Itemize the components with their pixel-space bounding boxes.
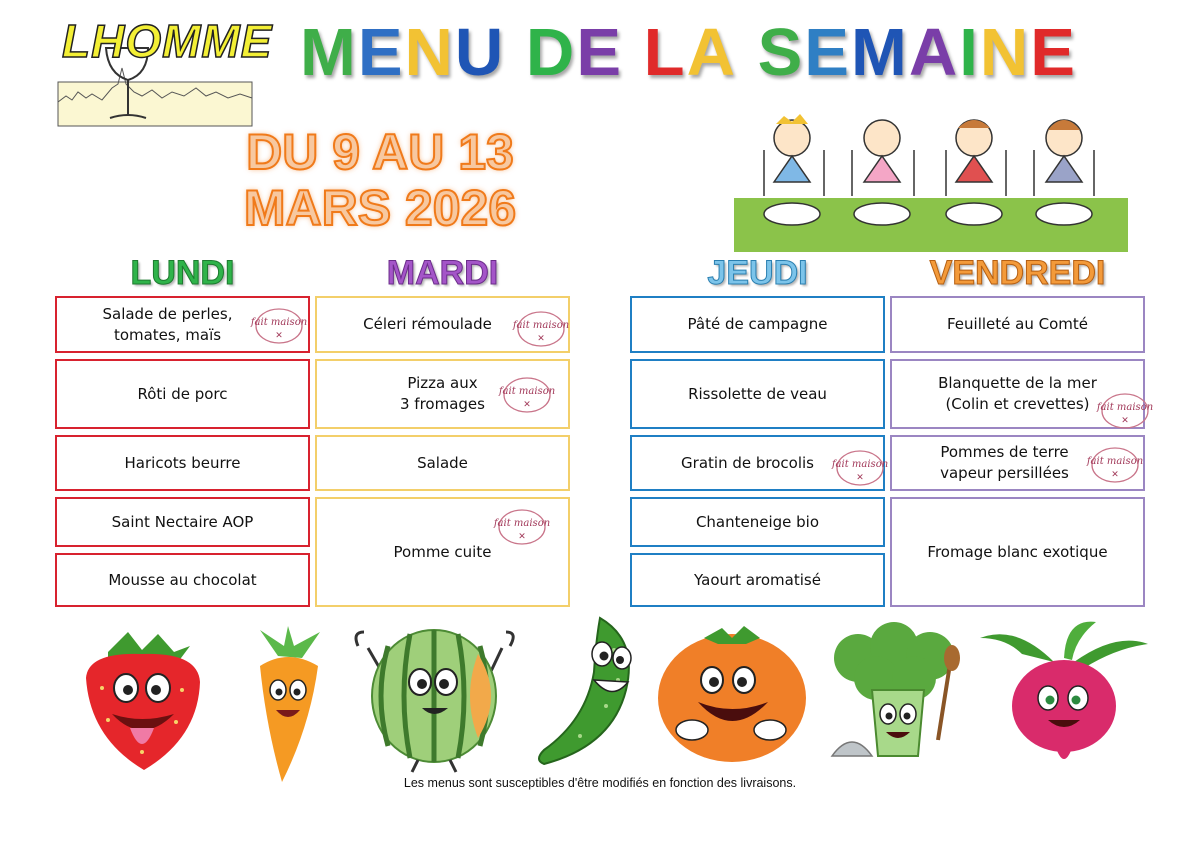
- day-header-vendredi: VENDREDI: [929, 254, 1106, 292]
- title-letter: N: [979, 15, 1031, 90]
- menu-item-text: Feuilleté au Comté: [947, 315, 1088, 333]
- svg-text:fait maison: fait maison: [250, 317, 308, 328]
- title-letter: L: [643, 15, 687, 90]
- menu-item-lundi-5: [55, 553, 310, 607]
- tomato-character-illustration: [652, 622, 812, 766]
- title-letter: E: [576, 15, 624, 90]
- title-letter: U: [454, 15, 506, 90]
- fait-maison-stamp: [493, 508, 551, 546]
- svg-text:fait maison: fait maison: [498, 386, 556, 397]
- svg-text:✕: ✕: [537, 334, 545, 344]
- fait-maison-stamp: [1096, 392, 1154, 430]
- carrot-character-illustration: [238, 626, 338, 784]
- menu-item-mardi-3: [315, 435, 570, 491]
- logo-text: LHOMME: [62, 15, 273, 67]
- strawberry-character-illustration: [78, 628, 208, 773]
- fait-maison-stamp: [512, 310, 570, 348]
- day-header-jeudi: JEUDI: [707, 254, 808, 292]
- menu-item-text: Yaourt aromatisé: [694, 570, 821, 589]
- title-letter: [505, 14, 526, 91]
- title-letter: E: [357, 15, 405, 90]
- fait-maison-stamp: [498, 376, 556, 414]
- fait-maison-stamp: [831, 449, 889, 487]
- menu-item-jeudi-1: [630, 296, 885, 353]
- svg-text:✕: ✕: [1121, 416, 1129, 426]
- date-range: [210, 124, 550, 236]
- menu-item-text: Rissolette de veau: [688, 384, 827, 403]
- menu-item-jeudi-5: [630, 553, 885, 607]
- menu-item-vendredi-4: [890, 497, 1145, 607]
- menu-item-text: Pizza aux 3 fromages: [400, 374, 485, 413]
- children-at-table-illustration: [734, 110, 1128, 252]
- title-letter: M: [851, 15, 909, 90]
- page-title: [300, 14, 1120, 90]
- menu-item-lundi-4: [55, 497, 310, 547]
- svg-text:✕: ✕: [856, 473, 864, 483]
- svg-text:✕: ✕: [1111, 470, 1119, 480]
- menu-item-lundi-3: [55, 435, 310, 491]
- disclaimer-footer: Les menus sont susceptibles d'être modifiés en fonction des livraisons.: [403, 776, 797, 790]
- melon-character-illustration: [350, 616, 520, 774]
- title-letter: D: [525, 15, 577, 90]
- menu-item-text: Chanteneige bio: [695, 512, 820, 531]
- menu-item-text: Pomme cuite: [393, 542, 492, 561]
- menu-item-text: Rôti de porc: [137, 384, 228, 403]
- title-letter: M: [300, 15, 358, 90]
- menu-item-text: Gratin de brocolis: [681, 453, 814, 472]
- title-letter: E: [804, 15, 851, 90]
- svg-text:✕: ✕: [275, 331, 283, 341]
- broccoli-character-illustration: [822, 624, 976, 770]
- svg-text:fait maison: fait maison: [493, 518, 551, 529]
- date-line-2: MARS 2026: [243, 180, 517, 236]
- cucumber-character-illustration: [530, 610, 650, 768]
- menu-item-text: Blanquette de la mer (Colin et crevettes): [938, 374, 1097, 413]
- menu-item-text: Pâté de campagne: [687, 315, 828, 333]
- title-letter: N: [404, 15, 455, 90]
- menu-item-lundi-2: [55, 359, 310, 429]
- menu-item-text: Pommes de terre vapeur persillées: [940, 443, 1069, 482]
- svg-text:✕: ✕: [523, 400, 531, 410]
- title-letter: A: [686, 15, 737, 90]
- menu-item-jeudi-4: [630, 497, 885, 547]
- menu-item-text: Salade de perles, tomates, maïs: [102, 304, 233, 344]
- title-letter: [737, 14, 758, 91]
- logo: [56, 8, 273, 128]
- title-letter: I: [959, 15, 980, 90]
- title-letter: E: [1030, 15, 1077, 90]
- radish-character-illustration: [976, 618, 1151, 770]
- menu-item-text: Haricots beurre: [124, 453, 241, 472]
- svg-text:fait maison: fait maison: [1096, 402, 1154, 413]
- svg-text:fait maison: fait maison: [831, 459, 889, 470]
- title-letter: A: [908, 15, 960, 90]
- svg-text:fait maison: fait maison: [1086, 456, 1144, 467]
- day-header-lundi: LUNDI: [130, 254, 235, 292]
- fait-maison-stamp: [1086, 446, 1144, 484]
- menu-item-text: Fromage blanc exotique: [927, 542, 1108, 561]
- title-letter: [623, 14, 644, 91]
- menu-item-text: Céleri rémoulade: [363, 315, 492, 333]
- menu-item-text: Salade: [417, 453, 468, 472]
- menu-item-text: Mousse au chocolat: [108, 570, 257, 589]
- svg-text:✕: ✕: [518, 532, 526, 542]
- fait-maison-stamp: [250, 307, 308, 345]
- day-header-mardi: MARDI: [386, 254, 499, 292]
- menu-item-vendredi-1: [890, 296, 1145, 353]
- title-letter: S: [757, 15, 805, 90]
- date-line-1: DU 9 AU 13: [246, 124, 514, 180]
- menu-item-jeudi-2: [630, 359, 885, 429]
- svg-text:fait maison: fait maison: [512, 320, 570, 331]
- menu-item-text: Saint Nectaire AOP: [111, 512, 254, 531]
